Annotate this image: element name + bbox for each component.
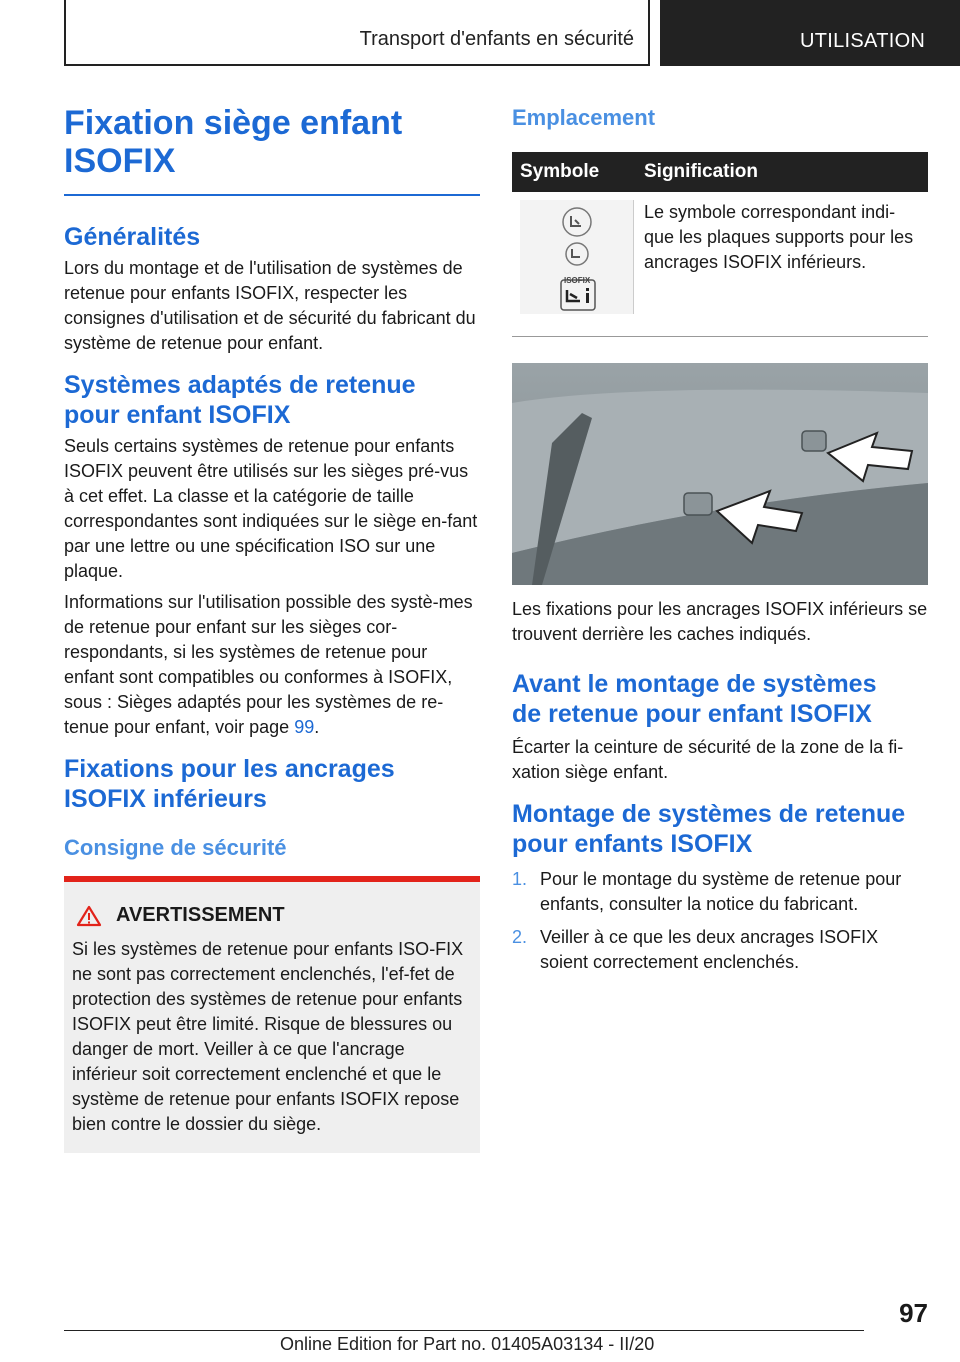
location-heading: Emplacement (512, 105, 656, 130)
warning-triangle-icon (76, 905, 102, 927)
isofix-symbols-icon (520, 200, 634, 314)
photo-caption: Les fixations pour les ancrages ISOFIX inférieurs se trouvent derrière les caches indiqués. (512, 599, 928, 644)
page-link-99[interactable]: 99 (294, 717, 315, 737)
table-row (512, 192, 928, 326)
warning-title: AVERTISSEMENT (116, 904, 285, 926)
mount-steps (512, 867, 928, 975)
isofix-label: ISOFIX (564, 276, 591, 285)
left-column (64, 104, 480, 1153)
header-section-title: Transport d'enfants en sécurité (359, 28, 634, 50)
general-heading: Généralités (64, 223, 201, 251)
safety-heading: Consigne de sécurité (64, 835, 287, 860)
general-text: Lors du montage et de l'utilisation de systèmes de retenue pour enfants ISOFIX, respecter les consignes d'utilisation et de sécurité du fabricant du système de retenue pour enfant. (64, 258, 476, 353)
before-text: Écarter la ceinture de sécurité de la zone de la fi‐xation siège enfant. (512, 737, 904, 782)
right-column (512, 104, 928, 983)
warning-header (76, 904, 472, 927)
isofix-anchor-photo (512, 363, 928, 585)
header-chapter-title: UTILISATION (800, 30, 926, 52)
table-cell-symbol (512, 192, 636, 326)
table-header-meaning: Signification (636, 152, 928, 192)
step-text: Pour le montage du système de retenue pour enfants, consulter la notice du fabricant. (540, 869, 902, 914)
table-header-symbol: Symbole (512, 152, 636, 192)
header-chapter-box (660, 0, 960, 66)
isofix-symbols (520, 200, 634, 314)
step-number: 2. (512, 927, 528, 947)
adapted-text-2: Informations sur l'utilisation possible des systè‐mes de retenue pour enfant sur les sièges cor‐respondants, si les systèmes de retenue pour enfant sont compatibles ou conformes à ISOFIX, sous : Sièges adaptés pour les systèmes de re‐tenue pour enfant, voir page 99. (64, 592, 473, 737)
footer-edition: Online Edition for Part no. 01405A03134 - II/20 (280, 1334, 655, 1354)
list-item (512, 925, 928, 975)
step-text: Veiller à ce que les deux ancrages ISOFIX soient correctement enclenchés. (540, 927, 879, 972)
table-cell-meaning: Le symbole correspondant indi‐que les plaques supports pour les ancrages ISOFIX inférieurs. (644, 202, 914, 272)
header-section-box (64, 0, 650, 66)
warning-box (64, 876, 480, 1153)
before-heading: Avant le montage de systèmes de retenue pour enfant ISOFIX (512, 670, 877, 728)
footer-rule (64, 1330, 864, 1331)
adapted-text-1: Seuls certains systèmes de retenue pour enfants ISOFIX peuvent être utilisés sur les sièges pré‐vus à cet effet. La classe et la catégorie de taille correspondantes sont indiquées sur le siège en‐fant par une lettre ou une spécification ISO sur une plaque. (64, 436, 478, 581)
mount-heading: Montage de systèmes de retenue pour enfants ISOFIX (512, 800, 906, 858)
step-number: 1. (512, 869, 528, 889)
adapted-heading: Systèmes adaptés de retenue pour enfant ISOFIX (64, 371, 416, 429)
list-item (512, 867, 928, 917)
page-number: 97 (899, 1298, 928, 1328)
table-bottom-rule (512, 336, 928, 337)
symbol-table (512, 152, 928, 326)
fixations-heading: Fixations pour les ancrages ISOFIX inférieurs (64, 755, 395, 813)
warning-text: Si les systèmes de retenue pour enfants ISO‐FIX ne sont pas correctement enclenchés, l'ef‐fet de protection des systèmes de retenue pour enfants ISOFIX peut être limité. Risque de blessures ou danger de mort. Veiller à ce que l'ancrage inférieur soit correctement enclenché et que le système de retenue pour enfants ISOFIX repose bien contre le dossier du siège. (72, 939, 464, 1134)
page-title: Fixation siège enfant ISOFIX (64, 104, 403, 180)
title-rule (64, 194, 480, 196)
